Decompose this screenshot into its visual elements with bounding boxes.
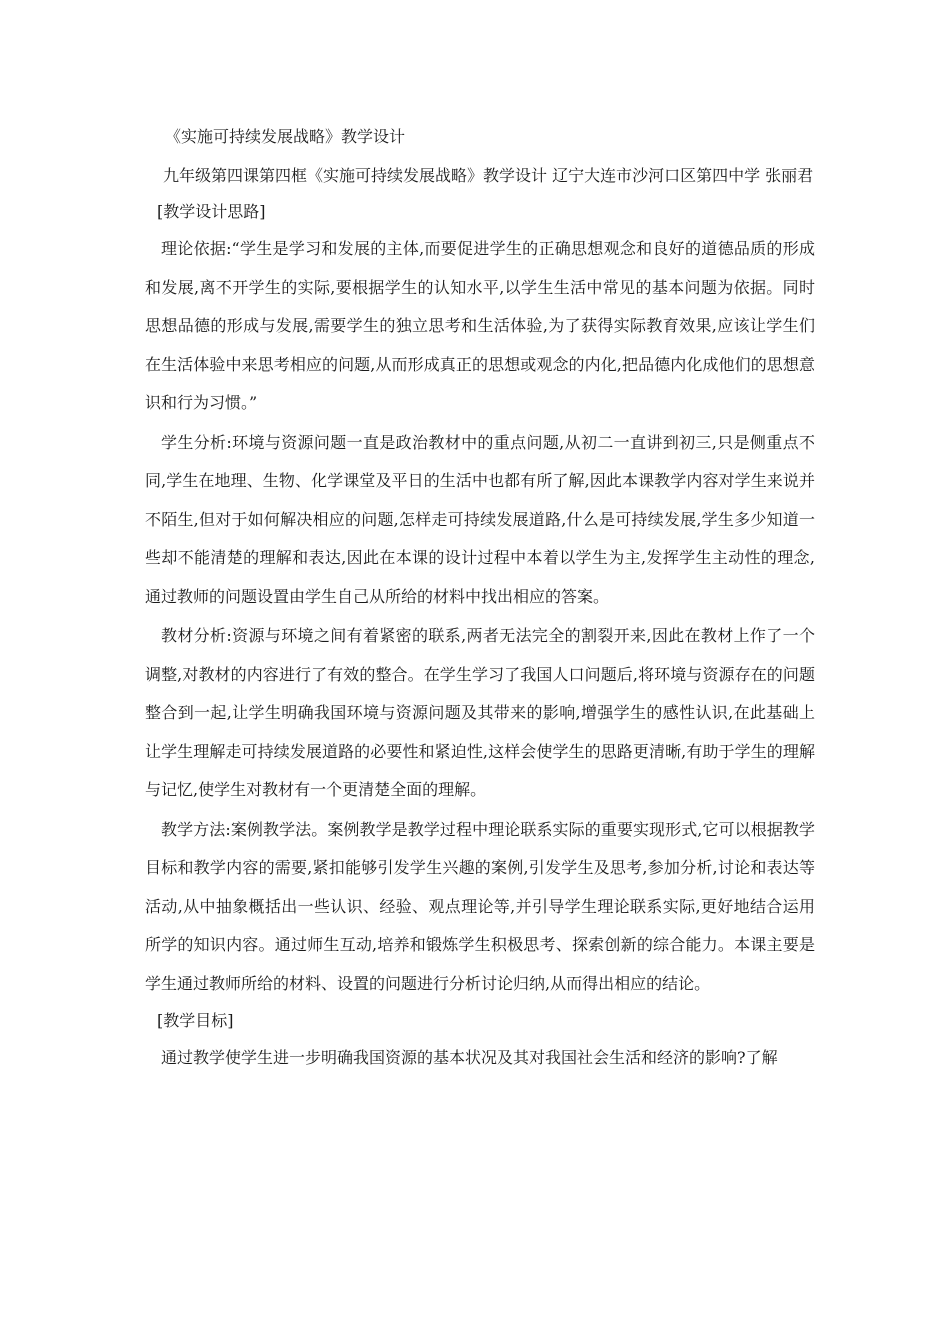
paragraph-teaching-goals: 通过教学使学生进一步明确我国资源的基本状况及其对我国社会生活和经济的影响?了解 — [161, 1048, 778, 1067]
section-heading-teaching-goals: [教学目标] — [157, 1011, 234, 1030]
paragraph-textbook-analysis: 教材分析:资源与环境之间有着紧密的联系,两者无法完全的割裂开来,因此在教材上作了一个调整,对教材的内容进行了有效的整合。在学生学习了我国人口问题后,将环境与资源存在的问题整合到一起,让学生明确我国环境与资源问题及其带来的影响,增强学生的感性认识,在此基础上让学生理解走可持续发展道路的必要性和紧迫性,这样会使学生的思路更清晰,有助于学生的理解与记忆,使学生对教材有一个更清楚全面的理解。 — [145, 626, 815, 799]
paragraph-student-analysis: 学生分析:环境与资源问题一直是政治教材中的重点问题,从初二一直讲到初三,只是侧重点不同,学生在地理、生物、化学课堂及平日的生活中也都有所了解,因此本课教学内容对学生来说并不陌生,但对于如何解决相应的问题,怎样走可持续发展道路,什么是可持续发展,学生多少知道一些却不能清楚的理解和表达,因此在本课的设计过程中本着以学生为主,发挥学生主动性的理念,通过教师的问题设置由学生自己从所给的材料中找出相应的答案。 — [145, 432, 815, 606]
document-subtitle: 九年级第四课第四框《实施可持续发展战略》教学设计 辽宁大连市沙河口区第四中学 张丽君 — [163, 166, 814, 185]
section-heading-design-approach: [教学设计思路] — [157, 202, 266, 221]
document-title: 《实施可持续发展战略》教学设计 — [165, 127, 406, 146]
paragraph-teaching-method: 教学方法:案例教学法。案例教学是教学过程中理论联系实际的重要实现形式,它可以根据教学目标和教学内容的需要,紧扣能够引发学生兴趣的案例,引发学生及思考,参加分析,讨论和表达等活动,从中抽象概括出一些认识、经验、观点理论等,并引导学生理论联系实际,更好地结合运用所学的知识内容。通过师生互动,培养和锻炼学生积极思考、探索创新的综合能力。本课主要是学生通过教师所给的材料、设置的问题进行分析讨论归纳,从而得出相应的结论。 — [145, 819, 815, 993]
paragraph-theory-basis: 理论依据:“学生是学习和发展的主体,而要促进学生的正确思想观念和良好的道德品质的形成和发展,离不开学生的实际,要根据学生的认知水平,以学生生活中常见的基本问题为依据。同时思想品德的形成与发展,需要学生的独立思考和生活体验,为了获得实际教育效果,应该让学生们在生活体验中来思考相应的问题,从而形成真正的思想或观念的内化,把品德内化成他们的思想意识和行为习惯。” — [145, 239, 815, 412]
document-body — [145, 122, 815, 1078]
